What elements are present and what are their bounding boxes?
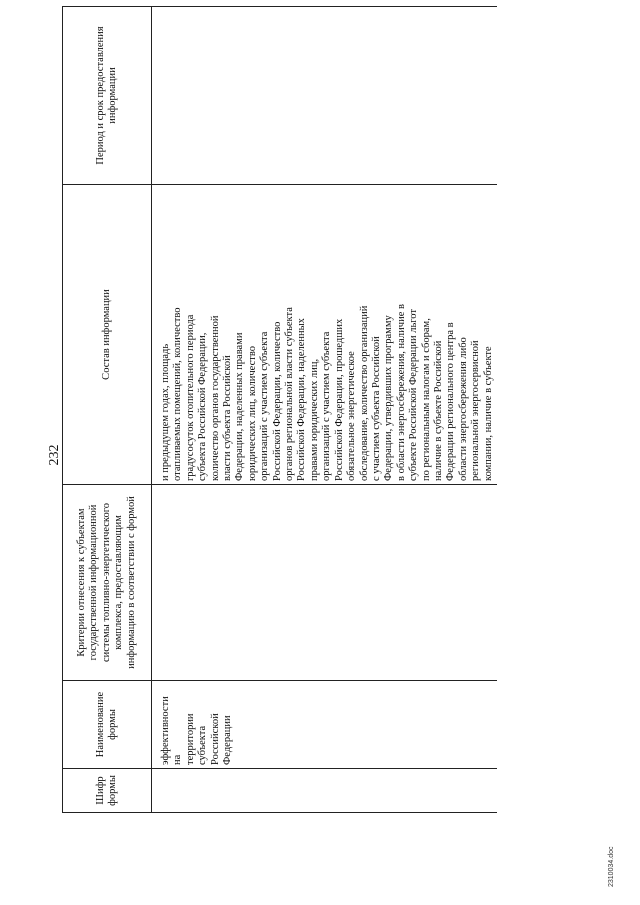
cell-code bbox=[152, 769, 497, 813]
cell-content-text: и предыдущем годах, площадь отапливаемых помещений, количество градусосуток отопительного периода субъекта Российской Федерации, количество органов государственной власти субъекта Российской Федерации, наделенных правами юридических лиц, количество организаций с участием субъекта Российской Федерации, количество органов региональной власти субъекта Российской Федерации, наделенных правами юридических лиц, организаций с участием субъекта Российской Федерации, прошедших обязательное энергетическое обследование, количество организаций с участием субъекта Российской Федерации, утвердивших программу в области энергосбережения, наличие в субъекте Российской Федерации льгот по региональным налогам и сборам, наличие в субъекте Российской Федерации регионального центра в области энергосбережения либо региональной энергосервисной компании, наличие в субъекте bbox=[160, 304, 494, 481]
header-row bbox=[63, 7, 152, 813]
table-row bbox=[152, 7, 497, 813]
cell-content bbox=[152, 185, 497, 485]
header-code: Шифр формы bbox=[63, 769, 152, 813]
header-criteria: Критерии отнесения к субъектам государственной информационной системы топливно-энергетического комплекса, предоставляющим информацию в соответствии с формой bbox=[63, 485, 152, 681]
cell-name-text: эффективности на территории субъекта Российской Федерации bbox=[160, 696, 234, 765]
cell-criteria bbox=[152, 485, 497, 681]
header-period: Период и срок предоставления информации bbox=[63, 7, 152, 185]
page-number: 232 bbox=[47, 444, 62, 466]
table-header bbox=[63, 7, 152, 813]
cell-name bbox=[152, 681, 497, 769]
footer-doc-name: 2310034.doc bbox=[608, 846, 615, 887]
header-content: Состав информации bbox=[63, 185, 152, 485]
header-name: Наименование формы bbox=[63, 681, 152, 769]
table-body bbox=[152, 7, 497, 813]
form-table bbox=[62, 6, 497, 813]
cell-period bbox=[152, 7, 497, 185]
